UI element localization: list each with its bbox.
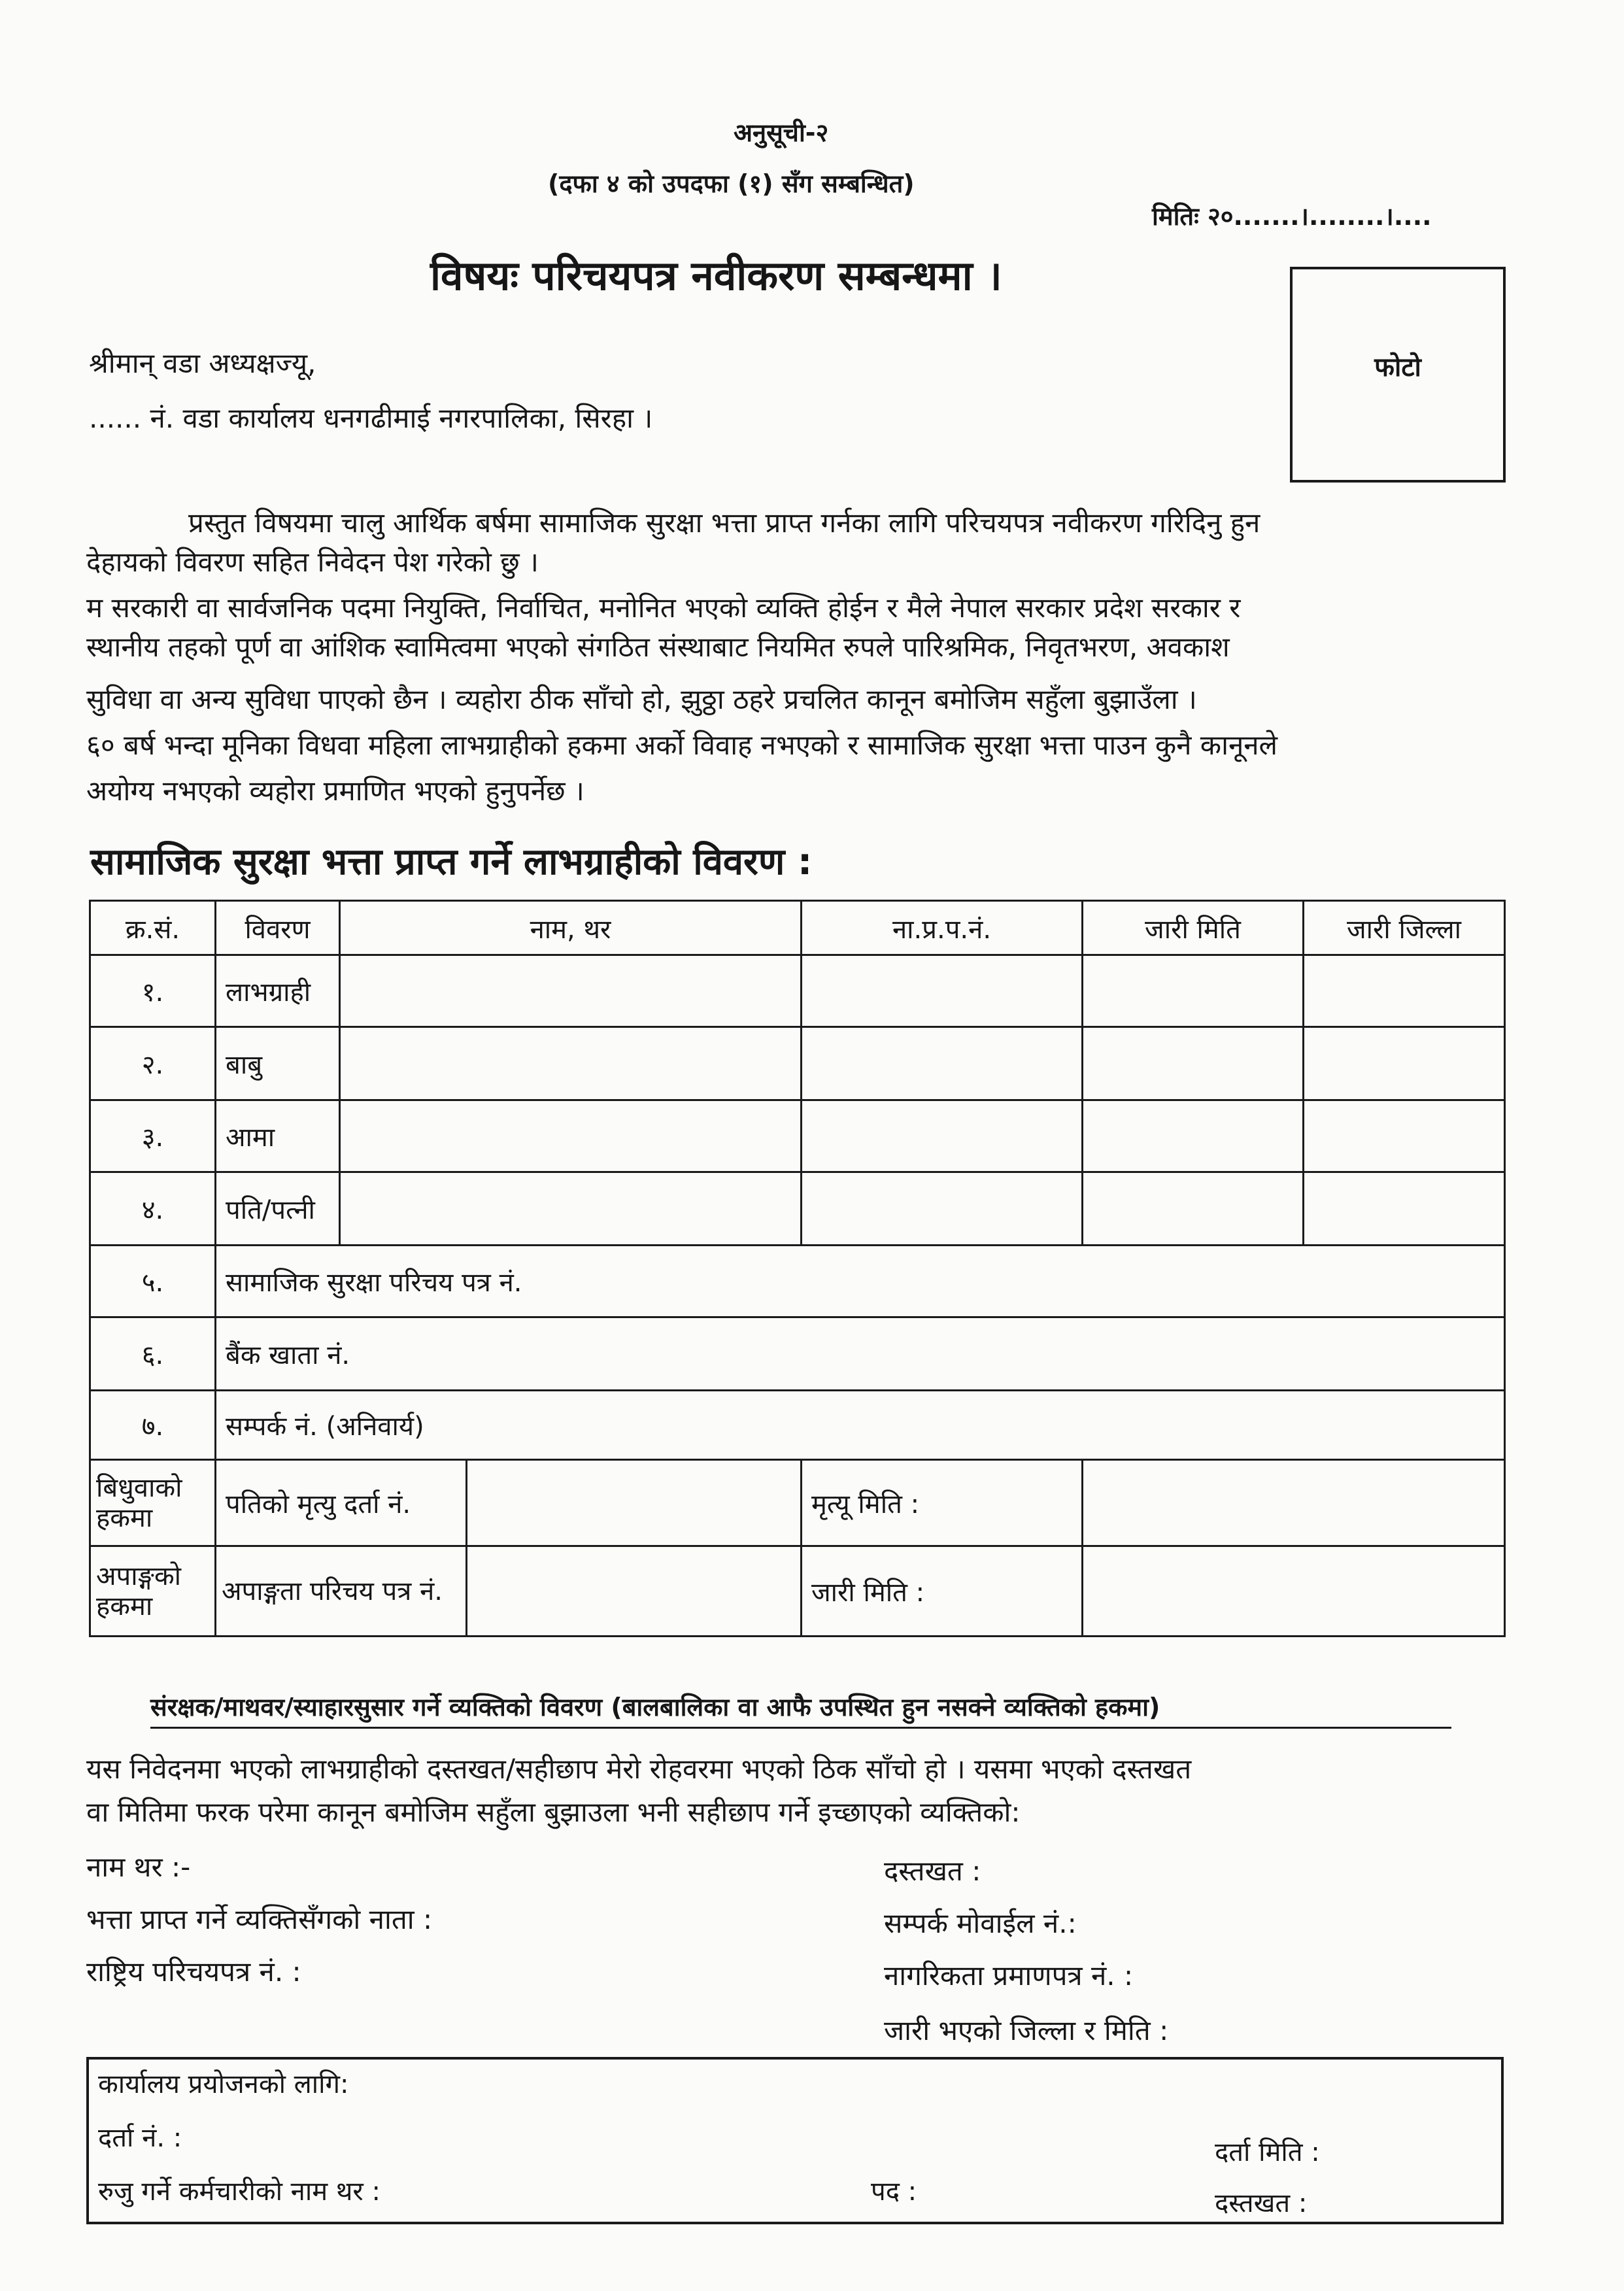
issue-district-cell[interactable]: [1304, 1100, 1505, 1172]
widow-case-label: बिधुवाको हकमा: [90, 1460, 216, 1546]
office-use-box: [86, 2057, 1504, 2224]
name-cell[interactable]: [340, 1172, 802, 1246]
date-field[interactable]: मितिः २०.......।........।....: [1152, 202, 1432, 231]
table-row: [90, 1100, 1505, 1172]
row-label: बाबु: [216, 1027, 340, 1100]
address-line-2: ...... नं. वडा कार्यालय धनगढीमाई नगरपालिका, सिरहा ।: [89, 402, 653, 434]
widow-death-reg-label: पतिको मृत्यु दर्ता नं.: [216, 1460, 467, 1546]
death-date-label: मृत्यू मिति :: [802, 1460, 1083, 1546]
office-verifier-field[interactable]: रुजु गर्ने कर्मचारीको नाम थर :: [98, 2177, 381, 2207]
row-label: पति/पत्नी: [216, 1172, 340, 1246]
disability-issue-date-label: जारी मिति :: [802, 1546, 1083, 1637]
office-reg-no-field[interactable]: दर्ता नं. :: [98, 2123, 182, 2153]
office-use-title: कार्यालय प्रयोजनको लागि:: [98, 2069, 349, 2099]
row-sn: २.: [90, 1027, 216, 1100]
row-sn: ५.: [90, 1246, 216, 1317]
guardian-mobile-field[interactable]: सम्पर्क मोवाईल नं.:: [884, 1907, 1077, 1939]
table-row: [90, 1246, 1505, 1317]
table-header-row: [90, 901, 1505, 955]
disabled-row: [90, 1546, 1505, 1637]
guardian-citizenship-field[interactable]: नागरिकता प्रमाणपत्र नं. :: [884, 1960, 1134, 1992]
header-issue-district: जारी जिल्ला: [1304, 901, 1505, 955]
citizenship-cell[interactable]: [802, 1100, 1083, 1172]
row-label: आमा: [216, 1100, 340, 1172]
widow-row: [90, 1460, 1505, 1546]
row-sn: ४.: [90, 1172, 216, 1246]
issue-date-cell[interactable]: [1083, 955, 1304, 1027]
guardian-section-title: संरक्षक/माथवर/स्याहारसुसार गर्ने व्यक्तिको विवरण (बालबालिका वा आफै उपस्थित हुन नसक्ने व्यक्तिको हकमा): [150, 1693, 1160, 1722]
citizenship-cell[interactable]: [802, 1027, 1083, 1100]
disability-card-no-cell[interactable]: [467, 1546, 802, 1637]
row-sn: १.: [90, 955, 216, 1027]
disabled-case-label: अपाङ्गको हकमा: [90, 1546, 216, 1637]
subject-title: विषयः परिचयपत्र नवीकरण सम्बन्धमा ।: [430, 252, 1002, 299]
office-signature-field[interactable]: दस्तखत :: [1215, 2188, 1308, 2218]
schedule-label: अनुसूची-२: [734, 118, 829, 147]
issue-district-cell[interactable]: [1304, 1172, 1505, 1246]
para-line-2: देहायको विवरण सहित निवेदन पेश गरेको छु ।: [86, 546, 539, 578]
beneficiary-section-title: सामाजिक सुरक्षा भत्ता प्राप्त गर्ने लाभग्राहीको विवरण :: [90, 841, 813, 883]
citizenship-cell[interactable]: [802, 1172, 1083, 1246]
para-line-7: अयोग्य नभएको व्यहोरा प्रमाणित भएको हुनुपर्नेछ ।: [86, 775, 584, 807]
table-row: [90, 1027, 1505, 1100]
issue-date-cell[interactable]: [1083, 1027, 1304, 1100]
guardian-issued-field[interactable]: जारी भएको जिल्ला र मिति :: [884, 2014, 1169, 2046]
guardian-relation-field[interactable]: भत्ता प्राप्त गर्ने व्यक्तिसँगको नाता :: [86, 1903, 433, 1935]
office-post-field[interactable]: पद :: [871, 2177, 917, 2207]
issue-date-cell[interactable]: [1083, 1172, 1304, 1246]
table-row: [90, 955, 1505, 1027]
para-line-4: स्थानीय तहको पूर्ण वा आंशिक स्वामित्वमा भएको संगठित संस्थाबाट नियमित रुपले पारिश्रमिक, निवृतभरण, अवकाश: [86, 631, 1230, 663]
issue-date-cell[interactable]: [1083, 1100, 1304, 1172]
table-row: [90, 1317, 1505, 1391]
name-cell[interactable]: [340, 1100, 802, 1172]
disability-issue-date-cell[interactable]: [1083, 1546, 1505, 1637]
guardian-text-1: यस निवेदनमा भएको लाभग्राहीको दस्तखत/सहीछाप मेरो रोहवरमा भएको ठिक साँचो हो । यसमा भएको दस्तखत: [86, 1753, 1192, 1785]
name-cell[interactable]: [340, 1027, 802, 1100]
photo-box[interactable]: [1290, 267, 1506, 483]
para-line-5: सुविधा वा अन्य सुविधा पाएको छैन । व्यहोरा ठीक साँचो हो, झुठ्ठा ठहरे प्रचलित कानून बमोजिम सहुँला बुझाउँला ।: [86, 683, 1197, 715]
table-row: [90, 1172, 1505, 1246]
address-line-1: श्रीमान् वडा अध्यक्षज्यू,: [89, 347, 316, 379]
header-sn: क्र.सं.: [90, 901, 216, 955]
para-line-1: प्रस्तुत विषयमा चालु आर्थिक बर्षमा सामाजिक सुरक्षा भत्ता प्राप्त गर्नका लागि परिचयपत्र नवीकरण गरिदिनु हुन: [188, 507, 1260, 539]
guardian-text-2: वा मितिमा फरक परेमा कानून बमोजिम सहुँला बुझाउला भनी सहीछाप गर्ने इच्छाएको व्यक्तिको:: [86, 1796, 1021, 1828]
guardian-signature-field[interactable]: दस्तखत :: [884, 1855, 981, 1887]
name-cell[interactable]: [340, 955, 802, 1027]
social-security-card-field[interactable]: सामाजिक सुरक्षा परिचय पत्र नं.: [216, 1246, 1505, 1317]
row-sn: ७.: [90, 1391, 216, 1460]
photo-label: फोटो: [1374, 352, 1421, 382]
issue-district-cell[interactable]: [1304, 1027, 1505, 1100]
guardian-nid-field[interactable]: राष्ट्रिय परिचयपत्र नं. :: [86, 1956, 301, 1988]
guardian-title-underline: [150, 1727, 1451, 1729]
office-reg-date-field[interactable]: दर्ता मिति :: [1215, 2137, 1320, 2167]
beneficiary-table: [89, 900, 1506, 1637]
table-row: [90, 1391, 1505, 1460]
header-detail: विवरण: [216, 901, 340, 955]
issue-district-cell[interactable]: [1304, 955, 1505, 1027]
row-sn: ६.: [90, 1317, 216, 1391]
header-issue-date: जारी मिति: [1083, 901, 1304, 955]
header-citizenship-no: ना.प्र.प.नं.: [802, 901, 1083, 955]
header-name: नाम, थर: [340, 901, 802, 955]
death-date-cell[interactable]: [1083, 1460, 1505, 1546]
disability-card-label: अपाङ्गता परिचय पत्र नं.: [216, 1546, 467, 1637]
reference-label: (दफा ४ को उपदफा (१) सँग सम्बन्धित): [548, 169, 915, 198]
contact-number-field[interactable]: सम्पर्क नं. (अनिवार्य): [216, 1391, 1505, 1460]
para-line-3: म सरकारी वा सार्वजनिक पदमा नियुक्ति, निर्वाचित, मनोनित भएको व्यक्ति होईन र मैले नेपाल सरकार प्रदेश सरकार र: [86, 592, 1241, 624]
guardian-name-field[interactable]: नाम थर :-: [86, 1851, 191, 1883]
death-reg-no-cell[interactable]: [467, 1460, 802, 1546]
citizenship-cell[interactable]: [802, 955, 1083, 1027]
row-sn: ३.: [90, 1100, 216, 1172]
para-line-6: ६० बर्ष भन्दा मूनिका विधवा महिला लाभग्राहीको हकमा अर्को विवाह नभएको र सामाजिक सुरक्षा भत्ता पाउन कुनै कानूनले: [86, 729, 1278, 761]
row-label: लाभग्राही: [216, 955, 340, 1027]
bank-account-field[interactable]: बैंक खाता नं.: [216, 1317, 1505, 1391]
